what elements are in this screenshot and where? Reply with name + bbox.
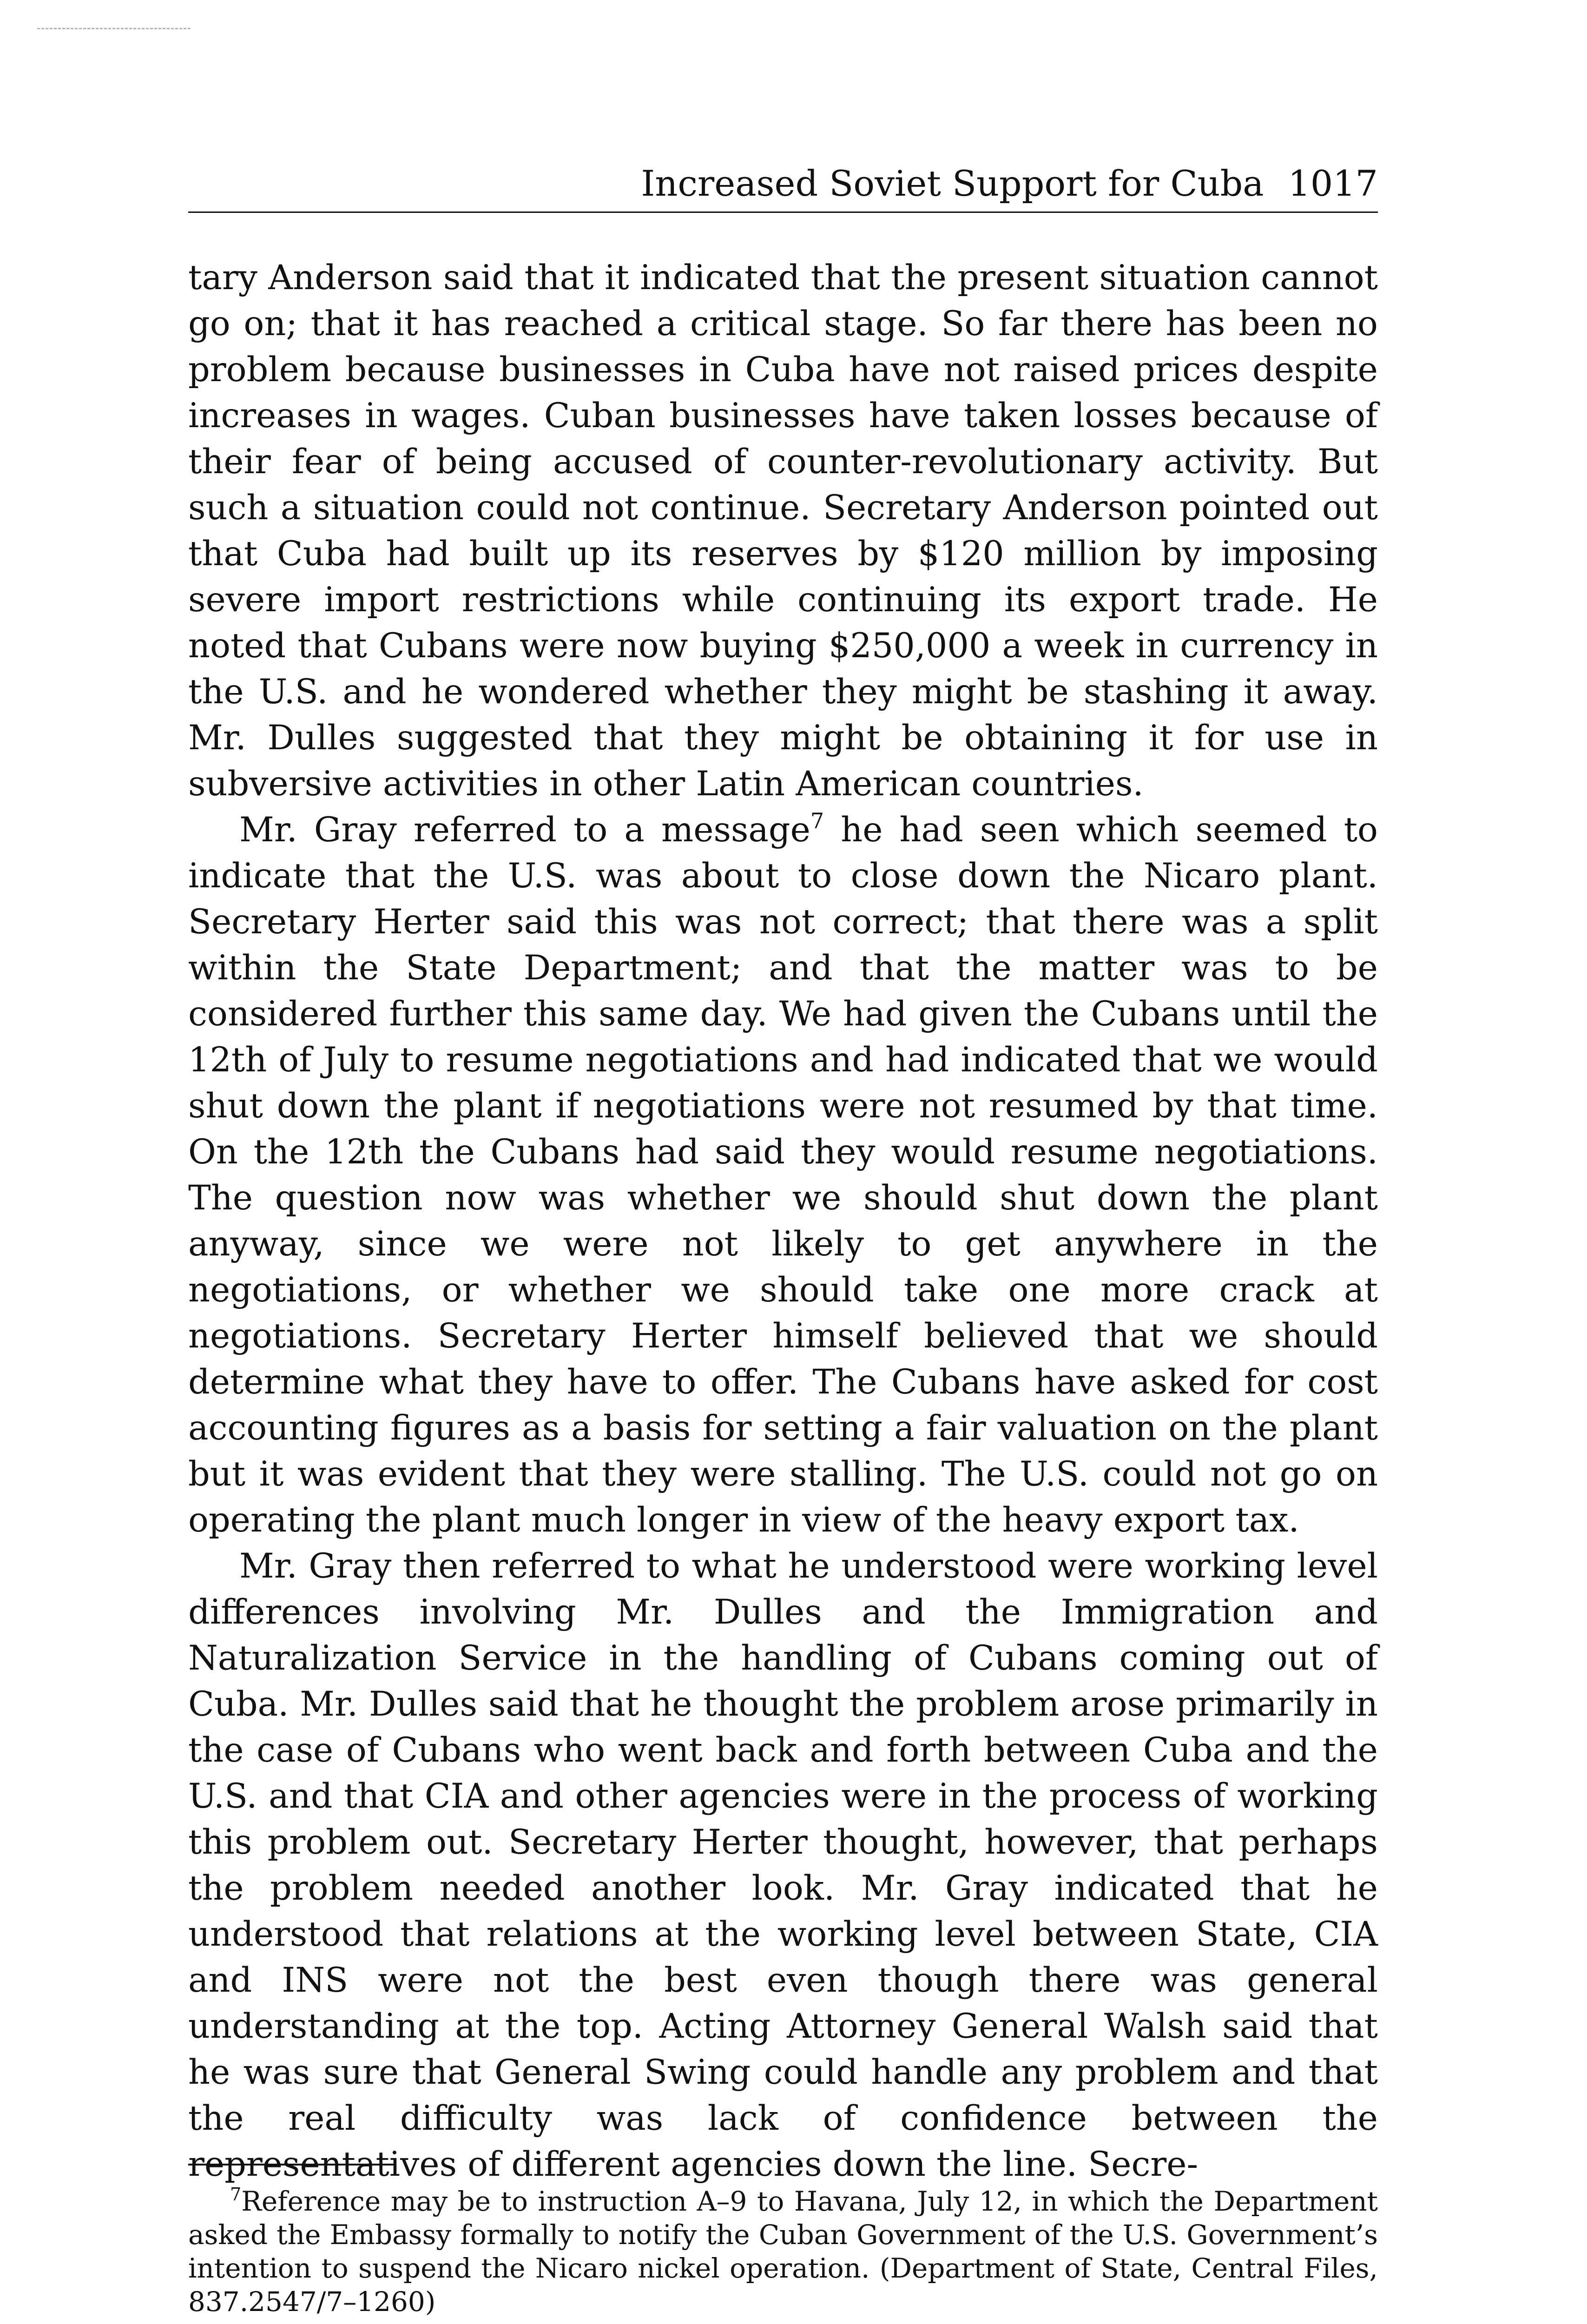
footnote-number: 7 — [230, 2184, 242, 2205]
page-number: 1017 — [1288, 163, 1378, 204]
paragraph-2-rest: he had seen which seemed to indicate that the U.S. was about to close down the Nicaro plant. Secretary Herter said this was not correct; that there was a split within the State Department; and that the matter was to be considered further this same day. We had given the Cubans until the 12th of July to resume negotiations and had indicated that we would shut down the plant if negotiations were not resumed by that time. On the 12th the Cubans had said they would resume negotiations. The question now was whether we should shut down the plant anyway, since we were not likely to get anywhere in the negotiations, or whether we should take one more crack at negotiations. Secretary Herter himself believed that we should determine what they have to offer. The Cubans have asked for cost accounting figures as a basis for setting a fair valuation on the plant but it was evident that they were stalling. The U.S. could not go on operating the plant much longer in view of the heavy export tax. — [188, 810, 1378, 1540]
scan-artifact — [37, 28, 191, 31]
paragraph-2-start: Mr. Gray referred to a message — [239, 810, 810, 850]
footnote — [188, 2185, 1378, 2318]
paragraph-1: tary Anderson said that it indicated that the present situation cannot go on; that it has reached a critical stage. So far there has been no problem because businesses in Cuba have not raised prices despite increases in wages. Cuban businesses have taken losses because of their fear of being accused of counter-revolutionary activity. But such a situation could not continue. Secretary Anderson pointed out that Cuba had built up its reserves by $120 million by imposing severe import restrictions while continuing its export trade. He noted that Cubans were now buying $250,000 a week in currency in the U.S. and he wondered whether they might be stashing it away. Mr. Dulles suggested that they might be obtaining it for use in subversive activities in other Latin American countries. — [188, 258, 1378, 804]
footnote-reference: 7 — [810, 808, 824, 833]
paragraph-3: Mr. Gray then referred to what he understood were working level differences involving Mr. Dulles and the Immigration and Naturalization Service in the handling of Cubans coming out of Cuba. Mr. Dulles said that he thought the problem arose primarily in the case of Cubans who went back and forth between Cuba and the U.S. and that CIA and other agencies were in the process of working this problem out. Secretary Herter thought, however, that perhaps the problem needed another look. Mr. Gray indicated that he understood that relations at the working level between State, CIA and INS were not the best even though there was general understanding at the top. Acting Attorney General Walsh said that he was sure that General Swing could handle any problem and that the real difficulty was lack of confidence between the representatives of different agencies down the line. Secre- — [188, 1546, 1378, 2184]
paragraph-2 — [188, 807, 1378, 1543]
body-text — [188, 255, 1378, 2187]
running-title: Increased Soviet Support for Cuba — [641, 163, 1264, 204]
footnote-rule — [188, 2164, 395, 2166]
header-rule — [188, 211, 1378, 213]
running-header — [188, 160, 1378, 207]
footnote-text: Reference may be to instruction A–9 to Havana, July 12, in which the Department asked the Embassy formally to notify the Cuban Government of the U.S. Government’s intention to suspend the Nicaro nickel operation. (Department of State, Central Files, 837.2547/7–1260) — [188, 2185, 1378, 2317]
